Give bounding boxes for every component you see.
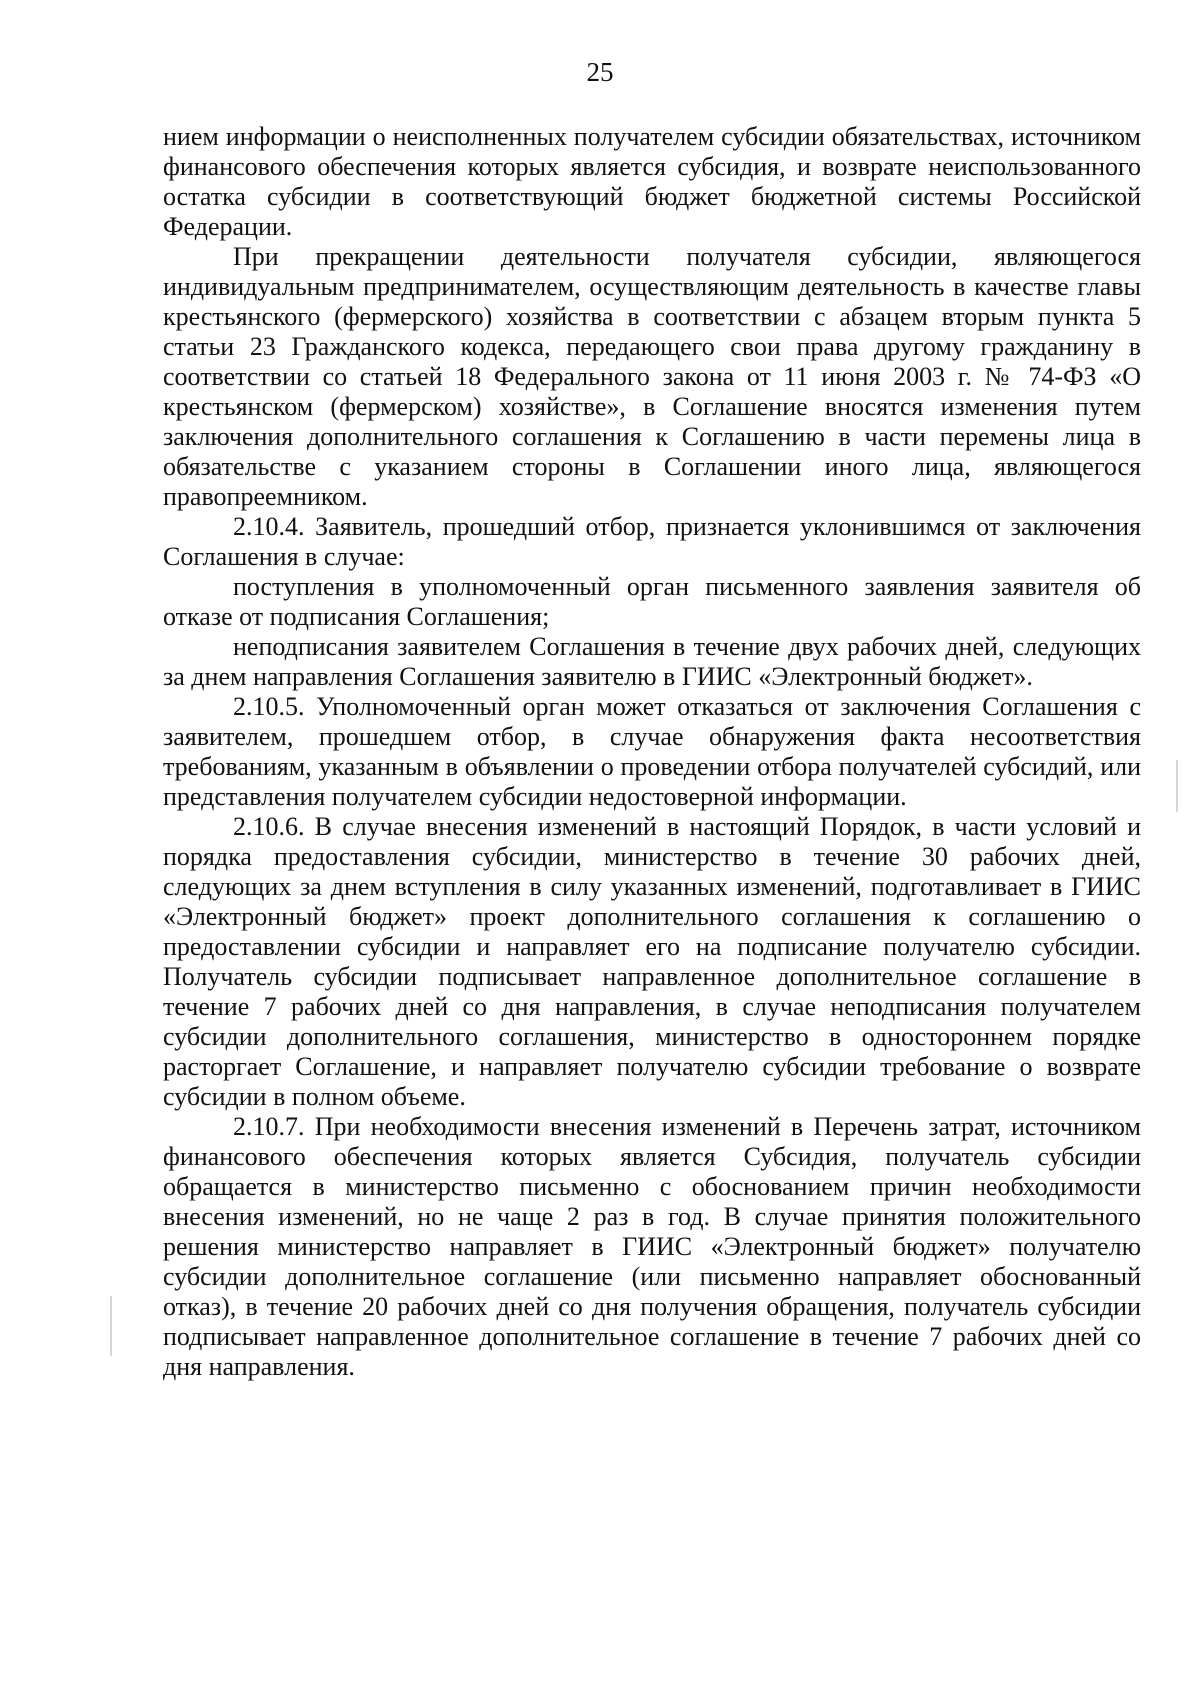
paragraph: поступления в уполномоченный орган письменного заявления заявителя об отказе от подписания Соглашения; [163,572,1141,631]
document-body [163,122,1141,1382]
paragraph: 2.10.6. В случае внесения изменений в настоящий Порядок, в части условий и порядка предоставления субсидии, министерство в течение 30 рабочих дней, следующих за днем вступления в силу указанных изменений, подготавливает в ГИИС «Электронный бюджет» проект дополнительного соглашения к соглашению о предоставлении субсидии и направляет его на подписание получателю субсидии. Получатель субсидии подписывает направленное дополнительное соглашение в течение 7 рабочих дней со дня направления, в случае неподписания получателем субсидии дополнительного соглашения, министерство в одностороннем порядке расторгает Соглашение, и направляет получателю субсидии требование о возврате субсидии в полном объеме. [163,812,1141,1111]
paragraph: 2.10.5. Уполномоченный орган может отказаться от заключения Соглашения с заявителем, прошедшем отбор, в случае обнаружения факта несоответствия требованиям, указанным в объявлении о проведении отбора получателей субсидий, или представления получателем субсидии недостоверной информации. [163,692,1141,811]
scan-mark [110,1296,112,1356]
page-number: 25 [586,57,614,87]
paragraph: нием информации о неисполненных получателем субсидии обязательствах, источником финансового обеспечения которых является субсидия, и возврате неиспользованного остатка субсидии в соответствующий бюджет бюджетной системы Российской Федерации. [163,122,1141,241]
paragraph: 2.10.4. Заявитель, прошедший отбор, признается уклонившимся от заключения Соглашения в случае: [163,512,1141,571]
paragraph: 2.10.7. При необходимости внесения изменений в Перечень затрат, источником финансового обеспечения которых является Субсидия, получатель субсидии обращается в министерство письменно с обоснованием причин необходимости внесения изменений, но не чаще 2 раз в год. В случае принятия положительного решения министерство направляет в ГИИС «Электронный бюджет» получателю субсидии дополнительное соглашение (или письменно направляет обоснованный отказ), в течение 20 рабочих дней со дня получения обращения, получатель субсидии подписывает направленное дополнительное соглашение в течение 7 рабочих дней со дня направления. [163,1112,1141,1381]
scan-mark [1176,760,1178,812]
paragraph: При прекращении деятельности получателя субсидии, являющегося индивидуальным предпринимателем, осуществляющим деятельность в качестве главы крестьянского (фермерского) хозяйства в соответствии с абзацем вторым пункта 5 статьи 23 Гражданского кодекса, передающего свои права другому гражданину в соответствии со статьей 18 Федерального закона от 11 июня 2003 г. № 74-ФЗ «О крестьянском (фермерском) хозяйстве», в Соглашение вносятся изменения путем заключения дополнительного соглашения к Соглашению в части перемены лица в обязательстве с указанием стороны в Соглашении иного лица, являющегося правопреемником. [163,242,1141,511]
paragraph: неподписания заявителем Соглашения в течение двух рабочих дней, следующих за днем направления Соглашения заявителю в ГИИС «Электронный бюджет». [163,632,1141,691]
